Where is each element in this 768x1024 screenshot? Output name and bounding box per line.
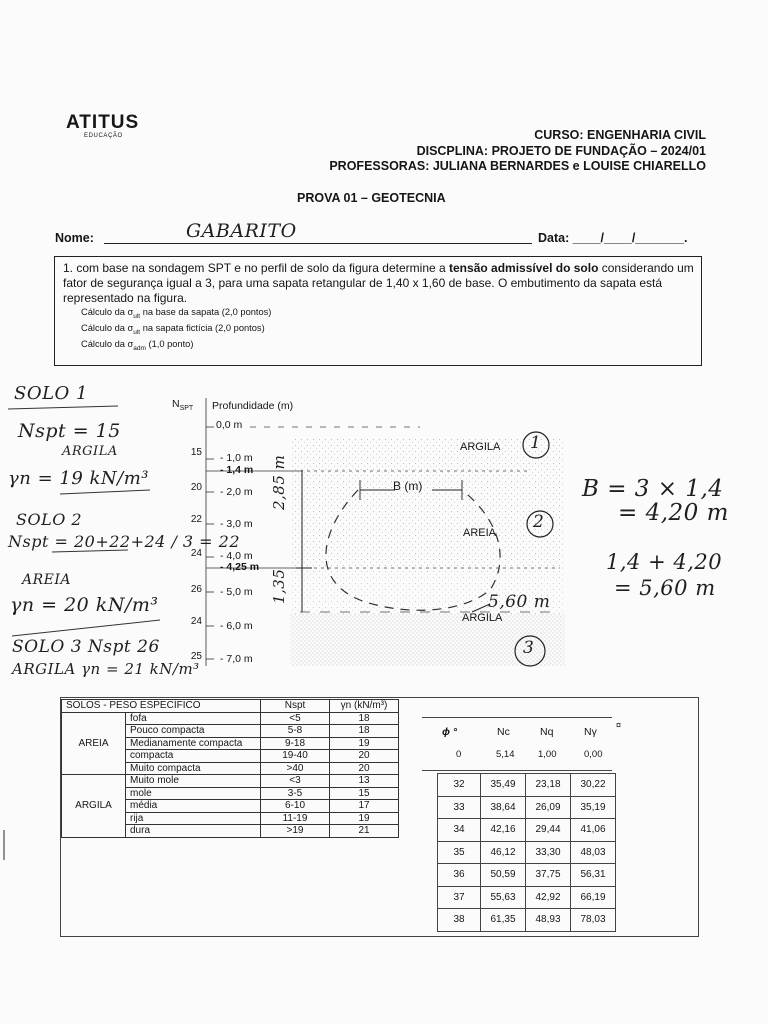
hw-solo2-type: AREIA: [22, 572, 72, 588]
table-cell: 37: [438, 886, 481, 909]
factor-header-nc: Nc: [497, 726, 510, 738]
table-cell: 38: [438, 909, 481, 932]
layer-label-areia: AREIA: [463, 527, 497, 539]
table-row: [438, 864, 616, 887]
table-cell: 33,30: [526, 841, 571, 864]
depth-3: - 3,0 m: [220, 518, 253, 530]
depth-4: - 4,0 m: [220, 550, 253, 562]
table-cell: 29,44: [526, 819, 571, 842]
question-item-2: Cálculo da $\sigma_{ult}$ na sapata fictícia (2,0 pontos): [81, 323, 265, 336]
table-cell: 38,64: [481, 796, 526, 819]
nspt-7: 25: [190, 651, 202, 662]
table-cell: dura: [126, 825, 261, 838]
pilcrow-mark: ¤: [616, 720, 622, 730]
table-row: [438, 909, 616, 932]
table-cell: 42,92: [526, 886, 571, 909]
table-cell: 19: [330, 812, 399, 825]
question-text: 1. com base na sondagem SPT e no perfil de solo da figura determine a tensão admissível do solo considerando um fator de segurança igual a 3, para uma sapata retangular de 1,40 x 1,60 de base. O embutimento da sapata está representado na figura.: [63, 261, 694, 305]
argila-layer-1: [290, 438, 565, 566]
table-cell: 66,19: [571, 886, 616, 909]
depth-1: - 1,0 m: [220, 452, 253, 464]
depth-2: - 2,0 m: [220, 486, 253, 498]
table-cell: mole: [126, 787, 261, 800]
table-header-soils: SOLOS - PESO ESPECÍFICO: [62, 700, 261, 713]
hw-dim-135: 1,35: [270, 568, 288, 604]
table-cell: compacta: [126, 750, 261, 763]
soil-weight-table: [61, 699, 399, 838]
depth-7: - 7,0 m: [220, 653, 253, 665]
atitus-logo: ATITUS: [66, 112, 140, 133]
table-cell: >19: [261, 825, 330, 838]
table-cell: 34: [438, 819, 481, 842]
depth-1-4: - 1,4 m: [220, 464, 254, 476]
table-cell: 32: [438, 774, 481, 797]
table-cell: 56,31: [571, 864, 616, 887]
table-cell: 20: [330, 750, 399, 763]
table-cell: 3-5: [261, 787, 330, 800]
nspt-5: 26: [190, 584, 202, 595]
hw-solo1-nspt: Nspt = 15: [18, 420, 121, 442]
nspt-3: 22: [190, 514, 202, 525]
question-item-1: Cálculo da $\sigma_{ult}$ na base da sapata (2,0 pontos): [81, 307, 272, 320]
nspt-header: $N_{SPT}$: [172, 398, 194, 413]
table-cell: 78,03: [571, 909, 616, 932]
hw-solo1-type: ARGILA: [62, 444, 118, 459]
bearing-factor-table: [437, 773, 616, 932]
table-cell: 26,09: [526, 796, 571, 819]
depth-4-25: - 4,25 m: [220, 561, 260, 573]
hw-solo1: SOLO 1: [14, 383, 88, 404]
table-cell: 46,12: [481, 841, 526, 864]
hw-solo2: SOLO 2: [16, 510, 83, 529]
table-cell: 18: [330, 712, 399, 725]
hw-solo1-gamma: γn = 19 kN/m³: [8, 468, 150, 489]
factor-first-nq: 1,00: [538, 749, 557, 760]
table-cell: 19-40: [261, 750, 330, 763]
factor-header-ngamma: Nγ: [584, 726, 597, 738]
solo1-underline: [8, 406, 118, 409]
table-cell: 36: [438, 864, 481, 887]
circle-number-2: 2: [533, 512, 545, 532]
table-cell: 35: [438, 841, 481, 864]
table-cell: 5-8: [261, 725, 330, 738]
table-cell: Muito compacta: [126, 762, 261, 775]
table-row: [438, 819, 616, 842]
circle-number-1: 1: [530, 433, 542, 453]
exam-title: PROVA 01 – GEOTECNIA: [297, 191, 446, 205]
table-row: [438, 841, 616, 864]
group-argila: ARGILA: [62, 775, 126, 838]
name-value: GABARITO: [186, 220, 297, 242]
factor-header-phi: ϕ °: [442, 726, 458, 738]
hw-dim-560: 5,60 m: [488, 592, 551, 612]
table-cell: 33: [438, 796, 481, 819]
depth-0: 0,0 m: [216, 419, 243, 431]
date-field: Data: ____/____/_______.: [538, 231, 688, 245]
hw-dim-285: 2,85 m: [270, 454, 288, 510]
table-cell: 9-18: [261, 737, 330, 750]
table-cell: 37,75: [526, 864, 571, 887]
table-cell: 23,18: [526, 774, 571, 797]
hw-b-calc-1: B = 3 × 1,4: [582, 476, 724, 502]
table-cell: 6-10: [261, 800, 330, 813]
depth-6: - 6,0 m: [220, 620, 253, 632]
factor-first-phi: 0: [456, 749, 462, 760]
table-cell: 41,06: [571, 819, 616, 842]
circle-number-3: 3: [523, 638, 535, 658]
table-cell: 30,22: [571, 774, 616, 797]
hw-solo2-nspt: Nspt = 20+22+24 / 3 = 22: [8, 532, 241, 551]
table-row: [438, 886, 616, 909]
discipline-line: DISCPLINA: PROJETO DE FUNDAÇÃO – 2024/01: [416, 144, 706, 158]
table-cell: rija: [126, 812, 261, 825]
table-cell: 18: [330, 725, 399, 738]
nspt-6: 24: [190, 616, 202, 627]
table-cell: 35,49: [481, 774, 526, 797]
table-header-nspt: Nspt: [261, 700, 330, 713]
table-cell: 35,19: [571, 796, 616, 819]
table-cell: 15: [330, 787, 399, 800]
b-label: B (m): [393, 479, 423, 493]
nspt-2: 20: [190, 482, 202, 493]
table-cell: 21: [330, 825, 399, 838]
depth-5: - 5,0 m: [220, 586, 253, 598]
factor-header-box: [422, 717, 612, 771]
table-cell: Muito mole: [126, 775, 261, 788]
table-cell: 19: [330, 737, 399, 750]
nspt-1: 15: [190, 447, 202, 458]
hw-sum-1: 1,4 + 4,20: [606, 550, 723, 574]
hw-solo3-gamma: ARGILA γn = 21 kN/m³: [12, 660, 200, 678]
logo-subtitle: EDUCAÇÃO: [84, 133, 123, 139]
table-cell: média: [126, 800, 261, 813]
name-label: Nome:: [55, 231, 94, 245]
course-line: CURSO: ENGENHARIA CIVIL: [534, 128, 706, 142]
factor-first-nc: 5,14: [496, 749, 515, 760]
factor-header-nq: Nq: [540, 726, 554, 738]
table-cell: <3: [261, 775, 330, 788]
table-row: [62, 775, 399, 788]
table-cell: fofa: [126, 712, 261, 725]
table-cell: 50,59: [481, 864, 526, 887]
table-header-gamma: γn (kN/m³): [330, 700, 399, 713]
hw-b-calc-2: = 4,20 m: [618, 500, 729, 526]
table-cell: 20: [330, 762, 399, 775]
table-cell: 48,93: [526, 909, 571, 932]
table-header-row: [62, 700, 399, 713]
factor-first-ngamma: 0,00: [584, 749, 603, 760]
question-item-3: Cálculo da $\sigma_{adm}$ (1,0 ponto): [81, 339, 194, 352]
table-row: [62, 712, 399, 725]
table-cell: Medianamente compacta: [126, 737, 261, 750]
hw-sum-2: = 5,60 m: [614, 576, 716, 600]
table-row: [438, 796, 616, 819]
table-cell: 61,35: [481, 909, 526, 932]
hw-solo3: SOLO 3 Nspt 26: [12, 637, 160, 657]
depth-header: Profundidade (m): [212, 400, 294, 412]
table-cell: 42,16: [481, 819, 526, 842]
table-row: [438, 774, 616, 797]
table-cell: Pouco compacta: [126, 725, 261, 738]
professors-line: PROFESSORAS: JULIANA BERNARDES e LOUISE CHIARELLO: [329, 159, 706, 173]
group-areia: AREIA: [62, 712, 126, 775]
table-cell: 13: [330, 775, 399, 788]
layer-label-argila-1: ARGILA: [460, 441, 501, 453]
hw-solo2-gamma: γn = 20 kN/m³: [10, 594, 159, 616]
table-cell: >40: [261, 762, 330, 775]
table-cell: <5: [261, 712, 330, 725]
table-cell: 55,63: [481, 886, 526, 909]
table-cell: 17: [330, 800, 399, 813]
table-cell: 11-19: [261, 812, 330, 825]
layer-label-argila-2: ARGILA: [462, 612, 503, 624]
nspt-4: 24: [190, 548, 202, 559]
table-cell: 48,03: [571, 841, 616, 864]
